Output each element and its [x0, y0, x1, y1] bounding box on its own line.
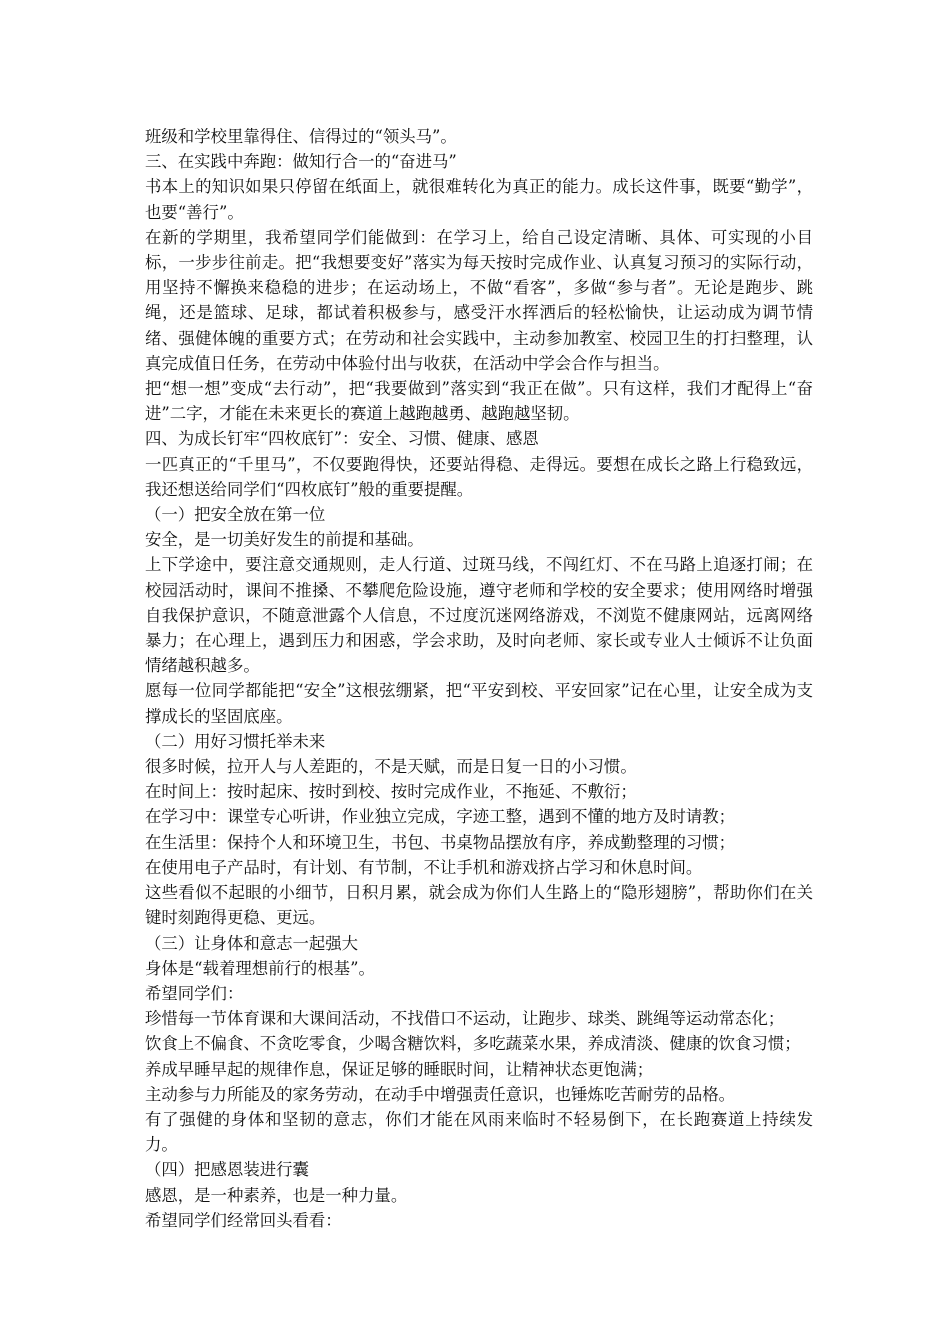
paragraph: 把“想一想”变成“去行动”，把“我要做到”落实到“我正在做”。只有这样，我们才配得上“奋进”二字，才能在未来更长的赛道上越跑越勇、越跑越坚韧。 [145, 379, 813, 424]
list-item: 主动参与力所能及的家务劳动，在动手中增强责任意识，也锤炼吃苦耐劳的品格。 [145, 1084, 736, 1104]
document-body [145, 124, 813, 1233]
paragraph: 这些看似不起眼的小细节，日积月累，就会成为你们人生路上的“隐形翅膀”，帮助你们在关键时刻跑得更稳、更远。 [145, 883, 813, 928]
paragraph: 愿每一位同学都能把“安全”这根弦绷紧，把“平安到校、平安回家”记在心里，让安全成为支撑成长的坚固底座。 [145, 681, 813, 726]
subsection-heading: （四）把感恩装进行囊 [145, 1160, 309, 1180]
paragraph: 很多时候，拉开人与人差距的，不是天赋，而是日复一日的小习惯。 [145, 757, 637, 777]
list-item: 在生活里：保持个人和环境卫生，书包、书桌物品摆放有序，养成勤整理的习惯； [145, 832, 736, 852]
subsection-heading: （一）把安全放在第一位 [145, 505, 326, 525]
list-item: 在使用电子产品时，有计划、有节制，不让手机和游戏挤占学习和休息时间。 [145, 857, 703, 877]
paragraph: 一匹真正的“千里马”，不仅要跑得快，还要站得稳、走得远。要想在成长之路上行稳致远，我还想送给同学们“四枚底钉”般的重要提醒。 [145, 454, 813, 499]
paragraph: 安全，是一切美好发生的前提和基础。 [145, 530, 424, 550]
section-heading: 四、为成长钉牢“四枚底钉”：安全、习惯、健康、感恩 [145, 429, 539, 449]
list-item: 在学习中：课堂专心听讲，作业独立完成，字迹工整，遇到不懂的地方及时请教； [145, 807, 736, 827]
paragraph: 上下学途中，要注意交通规则，走人行道、过斑马线，不闯红灯、不在马路上追逐打闹；在校园活动时，课间不推搡、不攀爬危险设施，遵守老师和学校的安全要求；使用网络时增强自我保护意识，不随意泄露个人信息，不过度沉迷网络游戏，不浏览不健康网站，远离网络暴力；在心理上，遇到压力和困惑，学会求助，及时向老师、家长或专业人士倾诉不让负面情绪越积越多。 [145, 555, 813, 676]
subsection-heading: （二）用好习惯托举未来 [145, 731, 326, 751]
list-item: 饮食上不偏食、不贪吃零食，少喝含糖饮料，多吃蔬菜水果，养成清淡、健康的饮食习惯； [145, 1034, 801, 1054]
list-item: 养成早睡早起的规律作息，保证足够的睡眠时间，让精神状态更饱满； [145, 1059, 654, 1079]
list-item: 珍惜每一节体育课和大课间活动，不找借口不运动，让跑步、球类、跳绳等运动常态化； [145, 1009, 785, 1029]
paragraph: 有了强健的身体和坚韧的意志，你们才能在风雨来临时不轻易倒下，在长跑赛道上持续发力。 [145, 1109, 813, 1155]
paragraph: 在新的学期里，我希望同学们能做到：在学习上，给自己设定清晰、具体、可实现的小目标，一步步往前走。把“我想要变好”落实为每天按时完成作业、认真复习预习的实际行动，用坚持不懈换来稳稳的进步；在运动场上，不做“看客”，多做“参与者”。无论是跑步、跳绳，还是篮球、足球，都试着积极参与，感受汗水挥洒后的轻松愉快，让运动成为调节情绪、强健体魄的重要方式；在劳动和社会实践中，主动参加教室、校园卫生的打扫整理，认真完成值日任务，在劳动中体验付出与收获，在活动中学会合作与担当。 [145, 227, 813, 373]
paragraph: 身体是“载着理想前行的根基”。 [145, 958, 375, 978]
paragraph: 希望同学们： [145, 983, 244, 1003]
section-heading: 三、在实践中奔跑：做知行合一的“奋进马” [145, 152, 457, 172]
subsection-heading: （三）让身体和意志一起强大 [145, 933, 359, 953]
paragraph: 希望同学们经常回头看看： [145, 1210, 342, 1230]
list-item: 在时间上：按时起床、按时到校、按时完成作业，不拖延、不敷衍； [145, 782, 637, 802]
paragraph: 书本上的知识如果只停留在纸面上，就很难转化为真正的能力。成长这件事，既要“勤学”，也要“善行”。 [145, 177, 813, 222]
paragraph: 班级和学校里靠得住、信得过的“领头马”。 [145, 127, 457, 146]
paragraph: 感恩，是一种素养，也是一种力量。 [145, 1185, 408, 1205]
